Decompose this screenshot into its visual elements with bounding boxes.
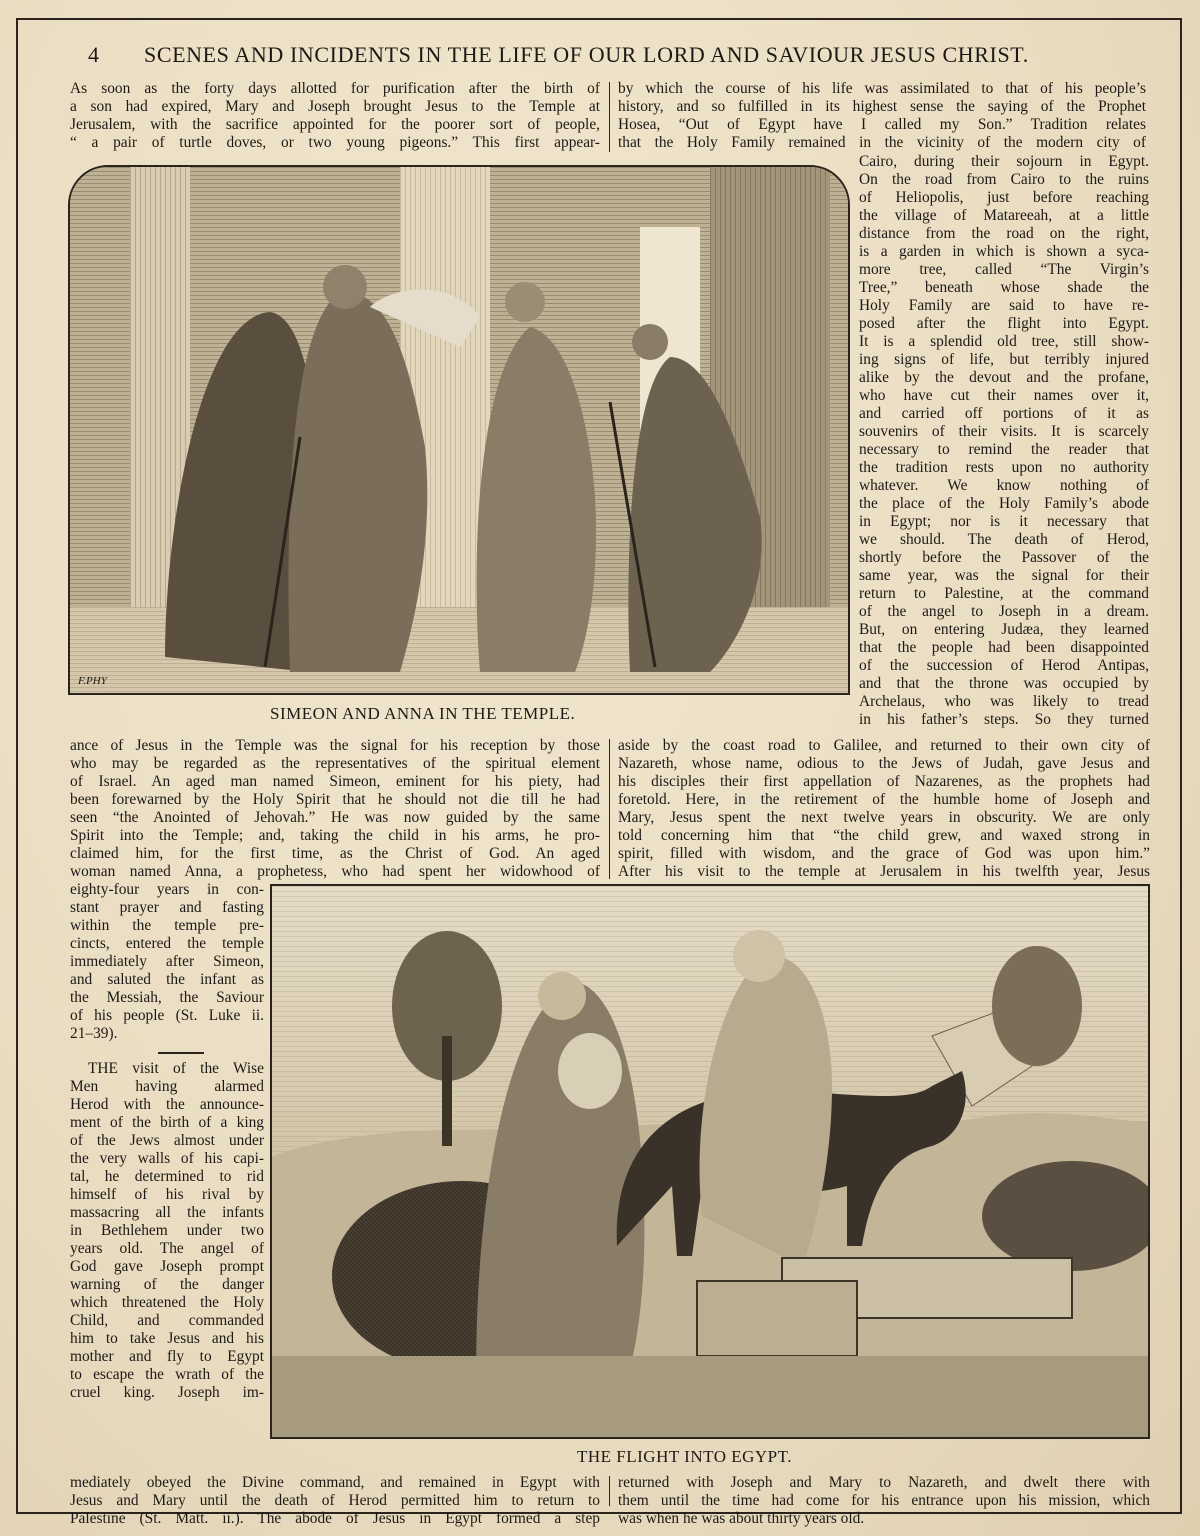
text-line: was when he was about thirty years old. [618,1510,865,1527]
text-line: Jesus and Mary until the death of Herod permitted him to return to [70,1492,600,1509]
text-line: Tree,” beneath whose shade the [859,279,1149,296]
text-line: return to Palestine, at the command [859,585,1149,602]
text-line: him to take Jesus and his [70,1330,264,1347]
text-line: Jerusalem, with the sacrifice appointed for the poorer sort of people, [70,116,600,133]
text-line: in Egypt; nor is it necessary that [859,513,1149,530]
text-line: distance from the road on the right, [859,225,1149,242]
text-line: Archelaus, who was likely to tread [859,693,1149,710]
text-line: we should. The death of Herod, [859,531,1149,548]
engraving-temple-scene [70,167,850,695]
column-rule [609,82,610,152]
text-line: aside by the coast road to Galilee, and returned to their own city of [618,737,1150,754]
text-line: them until the time had come for his entrance upon his mission, which [618,1492,1150,1509]
text-line: told concerning him that “the child grew, and waxed strong in [618,827,1150,844]
page-number: 4 [88,42,100,67]
text-line: spirit, filled with wisdom, and the grace of God was upon him.” [618,845,1150,862]
text-line: warning of the danger [70,1276,264,1293]
text-line: posed after the flight into Egypt. [859,315,1149,332]
text-line: necessary to remind the reader that [859,441,1149,458]
text-line: is a garden in which is shown a syca- [859,243,1149,260]
text-line: his disciples their first appellation of Nazarenes, as the prophets had [618,773,1150,790]
text-line: that the Holy Family remained in the vicinity of the modern city of [618,134,1146,151]
text-line: woman named Anna, a prophetess, who had spent her widowhood of [70,863,600,880]
text-line: to escape the wrath of the [70,1366,264,1383]
text-line: that the people had been disappointed [859,639,1149,656]
text-line: mediately obeyed the Divine command, and remained in Egypt with [70,1474,600,1491]
engraver-signature: F.PHY [78,675,107,687]
text-line: alike by the devout and the profane, [859,369,1149,386]
text-line: claimed him, for the first time, as the Christ of God. An aged [70,845,600,862]
text-line: “ a pair of turtle doves, or two young pigeons.” This first appear- [70,134,600,151]
text-line: Men having alarmed [70,1078,264,1095]
text-line: Herod with the announce- [70,1096,264,1113]
text-line: But, on entering Judæa, they learned [859,621,1149,638]
text-line: Spirit into the Temple; and, taking the child in his arms, he pro- [70,827,600,844]
text-line: himself of his rival by [70,1186,264,1203]
caption-simeon-and-anna: SIMEON AND ANNA IN THE TEMPLE. [270,704,576,723]
text-line: years old. The angel of [70,1240,264,1257]
text-line: who have cut their names over it, [859,387,1149,404]
text-line: As soon as the forty days allotted for purification after the birth of [70,80,600,97]
text-line: tal, he determined to rid [70,1168,264,1185]
text-line: foretold. Here, in the retirement of the humble home of Joseph and [618,791,1150,808]
text-line: same year, was the signal for their [859,567,1149,584]
text-line: After his visit to the temple at Jerusalem in his twelfth year, Jesus [618,863,1150,880]
text-line: eighty-four years in con- [70,881,264,898]
running-title: SCENES AND INCIDENTS IN THE LIFE OF OUR LORD AND SAVIOUR JESUS CHRIST. [144,42,1029,67]
text-line: of his people (St. Luke ii. [70,1007,264,1024]
text-line: THE visit of the Wise [88,1060,264,1077]
section-divider [158,1052,204,1054]
text-line: massacring all the infants [70,1204,264,1221]
text-line: Hosea, “Out of Egypt have I called my Son.” Tradition relates [618,116,1146,133]
text-line: by which the course of his life was assimilated to that of his people’s [618,80,1146,97]
text-line: the Messiah, the Saviour [70,989,264,1006]
text-line: It is a splendid old tree, still show- [859,333,1149,350]
text-line: within the temple pre- [70,917,264,934]
text-line: mother and fly to Egypt [70,1348,264,1365]
text-line: Holy Family are said to have re- [859,297,1149,314]
column-rule [609,739,610,879]
text-line: the place of the Holy Family’s abode [859,495,1149,512]
text-line: more tree, called “The Virgin’s [859,261,1149,278]
text-line: of the Jews almost under [70,1132,264,1149]
text-line: and saluted the infant as [70,971,264,988]
text-line: stant prayer and fasting [70,899,264,916]
text-line: cincts, entered the temple [70,935,264,952]
text-line: immediately after Simeon, [70,953,264,970]
text-line: a son had expired, Mary and Joseph brought Jesus to the Temple at [70,98,600,115]
text-line: ment of the birth of a king [70,1114,264,1131]
text-line: of Israel. An aged man named Simeon, eminent for his piety, had [70,773,600,790]
text-line: who may be regarded as the representatives of the spiritual element [70,755,600,772]
text-line: God gave Joseph prompt [70,1258,264,1275]
text-line: ance of Jesus in the Temple was the signal for his reception by those [70,737,600,754]
text-line: been forewarned by the Holy Spirit that he should not die till he had [70,791,600,808]
text-line: the tradition rests upon no authority [859,459,1149,476]
column-rule [609,1476,610,1506]
text-line: whatever. We know nothing of [859,477,1149,494]
text-line: in Bethlehem under two [70,1222,264,1239]
text-line: history, and so fulfilled in its highest sense the saying of the Prophet [618,98,1146,115]
running-header [60,40,1160,70]
text-line: Mary, Jesus spent the next twelve years in obscurity. We are only [618,809,1150,826]
text-line: souvenirs of their visits. It is scarcely [859,423,1149,440]
text-line: cruel king. Joseph im- [70,1384,264,1401]
text-line: and carried off portions of it as [859,405,1149,422]
illustration-flight-into-egypt [270,884,1150,1439]
text-line: the very walls of his capi- [70,1150,264,1167]
text-line: returned with Joseph and Mary to Nazareth, and dwelt there with [618,1474,1150,1491]
illustration-simeon-and-anna [68,165,850,695]
text-line: Palestine (St. Matt. ii.). The abode of Jesus in Egypt formed a step [70,1510,600,1527]
text-line: which threatened the Holy [70,1294,264,1311]
caption-flight-into-egypt: THE FLIGHT INTO EGYPT. [577,1447,792,1466]
text-line: of the succession of Herod Antipas, [859,657,1149,674]
text-line: of the angel to Joseph in a dream. [859,603,1149,620]
text-line: Cairo, during their sojourn in Egypt. [859,153,1149,170]
text-line: shortly before the Passover of the [859,549,1149,566]
text-line: On the road from Cairo to the ruins [859,171,1149,188]
text-line: seen “the Anointed of Jehovah.” He was now guided by the same [70,809,600,826]
text-line: Child, and commanded [70,1312,264,1329]
text-line: and that the throne was occupied by [859,675,1149,692]
engraving-egypt-scene [272,886,1150,1439]
text-line: the village of Matareeah, at a little [859,207,1149,224]
text-line: Nazareth, whose name, odious to the Jews of Judah, gave Jesus and [618,755,1150,772]
text-line: in his father’s steps. So they turned [859,711,1149,728]
text-line: of Heliopolis, just before reaching [859,189,1149,206]
text-line: ing signs of life, but terribly injured [859,351,1149,368]
text-line: 21–39). [70,1025,118,1042]
